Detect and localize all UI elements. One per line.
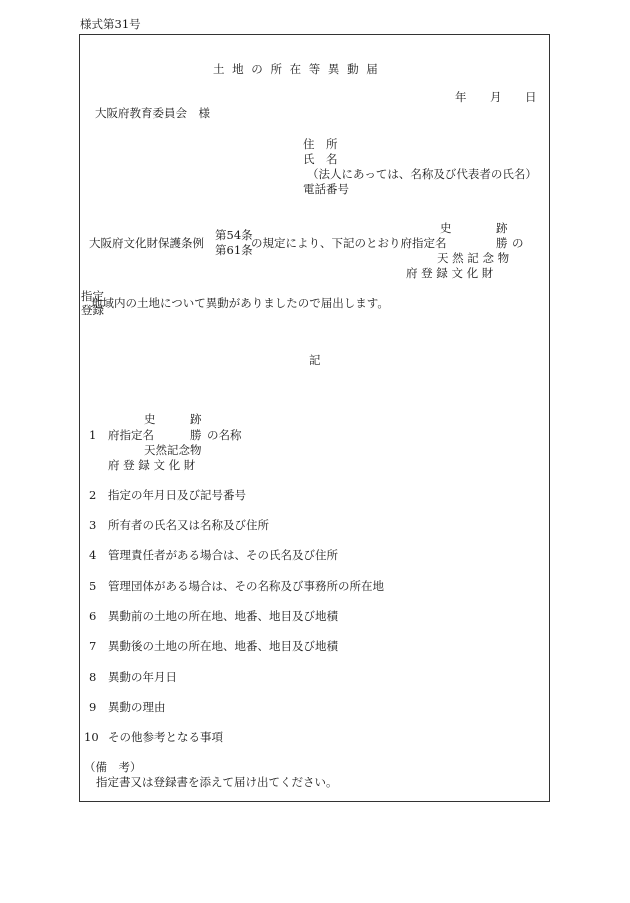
item-1-prefix: 府指定名 [108, 428, 154, 442]
item-9-text: 異動の理由 [108, 700, 166, 714]
notice-shitei: 指定 [81, 289, 104, 303]
remarks-label: （備 考） [84, 760, 142, 774]
item-6-text: 異動前の土地の所在地、地番、地目及び地積 [108, 609, 338, 623]
remarks-text: 指定書又は登録書を添えて届け出てください。 [96, 775, 338, 789]
address-label: 住 所 [303, 137, 338, 151]
addressee: 大阪府教育委員会 様 [95, 106, 210, 120]
item-6-number: 6 [89, 609, 97, 623]
item-8-text: 異動の年月日 [108, 670, 177, 684]
statute-cat-registered: 府 登 録 文 化 財 [406, 266, 494, 280]
statute-no: の [512, 236, 524, 250]
phone-label: 電話番号 [303, 182, 349, 196]
item-7-number: 7 [89, 639, 97, 653]
item-2-text: 指定の年月日及び記号番号 [108, 488, 246, 502]
statute-article-54: 第54条 [215, 228, 253, 242]
item-1-sho: 勝 [190, 428, 202, 442]
item-5-text: 管理団体がある場合は、その名称及び事務所の所在地 [108, 579, 384, 593]
item-2-number: 2 [89, 488, 97, 502]
item-3-text: 所有者の氏名又は名称及び住所 [108, 518, 269, 532]
statute-cat-sho: 勝 [496, 236, 508, 250]
form-number: 様式第31号 [80, 17, 141, 31]
item-4-text: 管理責任者がある場合は、その氏名及び住所 [108, 548, 338, 562]
statute-ordinance: 大阪府文化財保護条例 [89, 236, 204, 250]
item-1-natural: 天然記念物 [144, 443, 202, 457]
item-4-number: 4 [89, 548, 97, 562]
statute-cat-natural: 天 然 記 念 物 [437, 251, 510, 265]
item-5-number: 5 [89, 579, 97, 593]
name-label: 氏 名 [303, 152, 338, 166]
item-10-number: 10 [84, 730, 99, 744]
item-1-number: 1 [89, 428, 97, 442]
date-year: 年 [455, 90, 467, 104]
notice-text: 地域内の土地について異動がありましたので届出します。 [91, 296, 389, 310]
date-day: 日 [525, 90, 537, 104]
item-7-text: 異動後の土地の所在地、地番、地目及び地積 [108, 639, 338, 653]
notice-toroku: 登録 [81, 303, 104, 317]
statute-cat-seki: 跡 [496, 221, 508, 235]
ki-heading: 記 [309, 353, 321, 367]
item-3-number: 3 [89, 518, 97, 532]
statute-phrase: の規定により、下記のとおり府指定名 [251, 236, 447, 250]
statute-cat-shi: 史 [440, 221, 452, 235]
item-1-registered: 府 登 録 文 化 財 [108, 458, 196, 472]
item-1-shi: 史 [144, 412, 156, 426]
date-month: 月 [490, 90, 502, 104]
item-9-number: 9 [89, 700, 97, 714]
corporate-note: （法人にあっては、名称及び代表者の氏名） [307, 167, 537, 181]
item-1-seki: 跡 [190, 412, 202, 426]
item-10-text: その他参考となる事項 [108, 730, 223, 744]
form-title: 土 地 の 所 在 等 異 動 届 [213, 62, 380, 76]
item-8-number: 8 [89, 670, 97, 684]
item-1-suffix: の名称 [207, 428, 242, 442]
statute-article-61: 第61条 [215, 243, 253, 257]
